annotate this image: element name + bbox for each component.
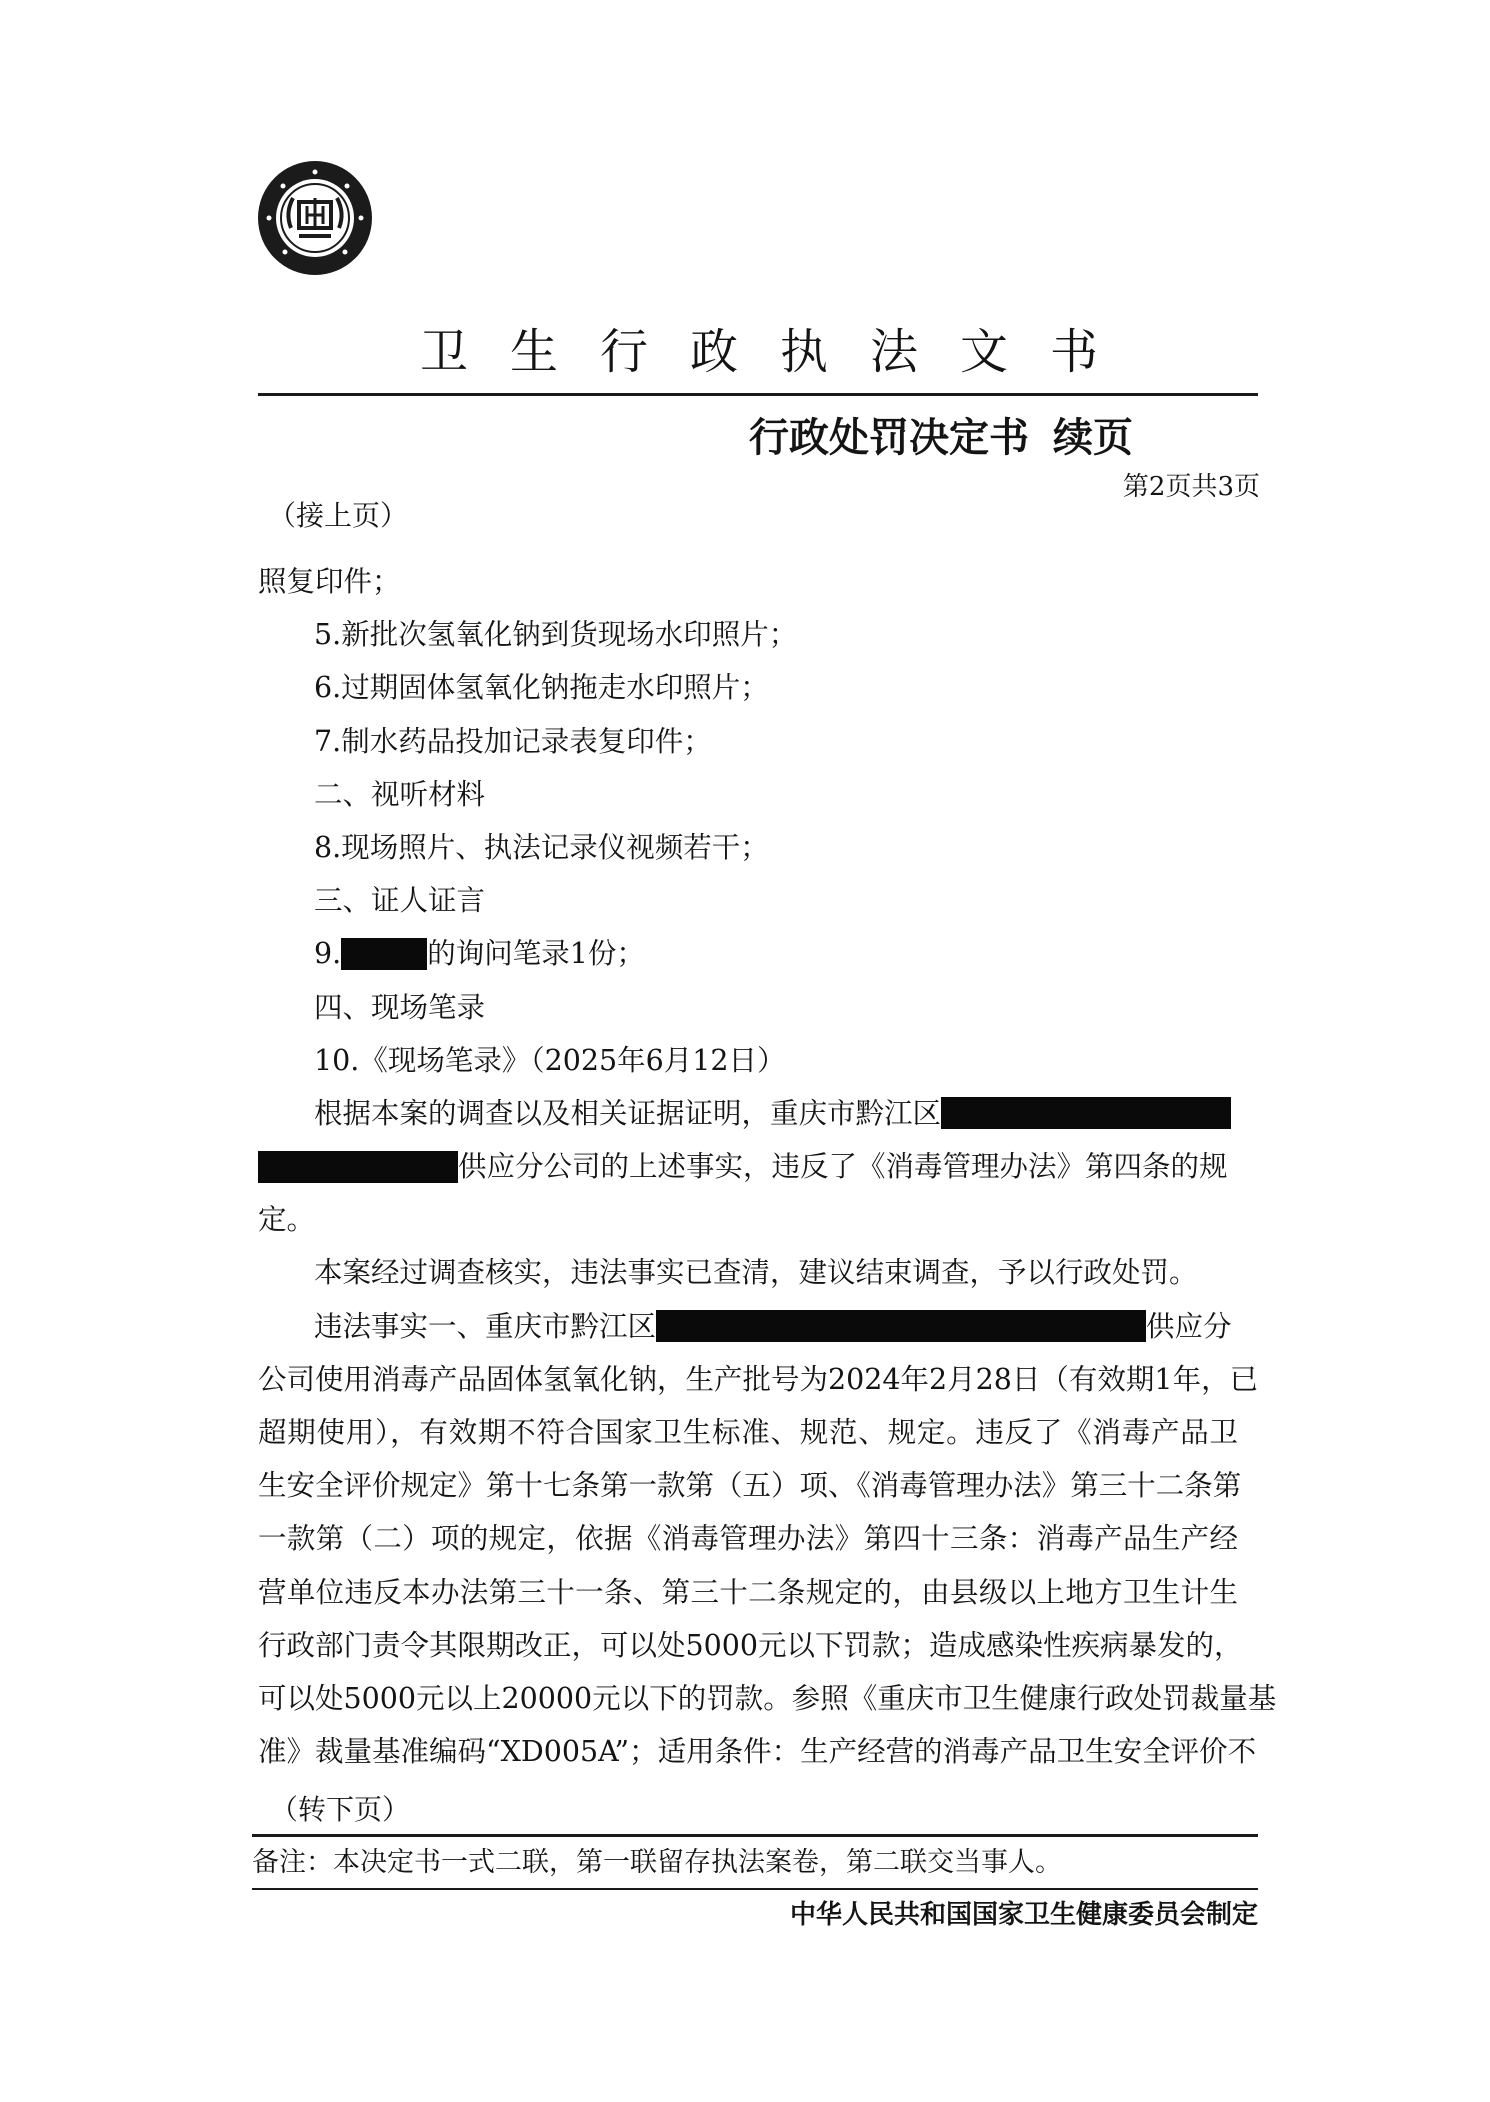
footer-divider-bottom: [252, 1888, 1258, 1890]
issuing-authority: 中华人民共和国国家卫生健康委员会制定: [789, 1900, 1258, 1930]
document-subtitle: [0, 408, 1490, 468]
violation-paragraph-line: 公司使用消毒产品固体氢氧化钠，生产批号为2024年2月28日（有效期1年，已: [258, 1362, 1259, 1396]
title-divider: [258, 393, 1258, 396]
continued-from-label: （接上页）: [268, 499, 409, 532]
finding-paragraph-line: [258, 1140, 1238, 1193]
finding-text: 根据本案的调查以及相关证据证明，重庆市黔江区: [314, 1096, 942, 1130]
evidence-item-9-suffix: 的询问笔录1份；: [427, 937, 645, 971]
continued-to-label: （转下页）: [270, 1793, 411, 1826]
redaction-bar: [341, 938, 427, 970]
remarks-note: 备注：本决定书一式二联，第一联留存执法案卷，第二联交当事人。: [252, 1847, 1062, 1878]
finding-paragraph-line: 定。: [258, 1203, 316, 1237]
evidence-item-8: 8.现场照片、执法记录仪视频若干；: [314, 830, 769, 864]
page-indicator: 第2页共3页: [1122, 472, 1260, 502]
footer-divider-top: [252, 1834, 1258, 1837]
section-heading-onsite-record: 四、现场笔录: [314, 990, 486, 1024]
redaction-bar: [258, 1151, 458, 1183]
violation-paragraph-line: 一款第（二）项的规定，依据《消毒管理办法》第四十三条：消毒产品生产经: [258, 1522, 1238, 1556]
violation-text: 供应分: [1146, 1309, 1232, 1343]
violation-paragraph-line: 准》裁量基准编码“XD005A”；适用条件：生产经营的消毒产品卫生安全评价不: [258, 1735, 1257, 1769]
violation-paragraph-line: 可以处5000元以上20000元以下的罚款。参照《重庆市卫生健康行政处罚裁量基: [258, 1681, 1277, 1715]
violation-paragraph-line: 生安全评价规定》第十七条第一款第（五）项、《消毒管理办法》第三十二条第: [258, 1469, 1242, 1503]
violation-text: 违法事实一、重庆市黔江区: [314, 1309, 657, 1343]
violation-paragraph-line: 超期使用），有效期不符合国家卫生标准、规范、规定。违反了《消毒产品卫: [258, 1416, 1238, 1449]
evidence-item-6: 6.过期固体氢氧化钠拖走水印照片；: [314, 671, 769, 705]
subtitle-text: 行政处罚决定书: [749, 415, 1029, 461]
subtitle-suffix: 续页: [1053, 415, 1133, 461]
document-main-title: 卫生行政执法文书: [420, 324, 1141, 380]
section-heading-audiovisual: 二、视听材料: [314, 777, 486, 811]
evidence-item-5: 5.新批次氢氧化钠到货现场水印照片；: [314, 618, 798, 652]
body-line: 照复印件；: [258, 565, 401, 598]
finding-text: 供应分公司的上述事实，违反了《消毒管理办法》第四条的规: [458, 1150, 1228, 1184]
violation-paragraph-line: 行政部门责令其限期改正，可以处5000元以下罚款；造成感染性疾病暴发的，: [258, 1628, 1243, 1662]
conclusion-paragraph: 本案经过调查核实，违法事实已查清，建议结束调查，予以行政处罚。: [314, 1256, 1198, 1290]
evidence-item-9: [258, 927, 1238, 980]
health-inspection-emblem-icon: [255, 158, 375, 278]
violation-paragraph-line: [258, 1300, 1238, 1353]
evidence-item-9-prefix: 9.: [314, 937, 342, 971]
redaction-bar: [941, 1097, 1231, 1129]
document-body: [258, 555, 1277, 1778]
violation-paragraph-line: 营单位违反本办法第三十一条、第三十二条规定的，由县级以上地方卫生计生: [258, 1575, 1238, 1609]
section-heading-testimony: 三、证人证言: [314, 884, 486, 918]
redaction-bar: [656, 1310, 1146, 1342]
finding-paragraph-line: [258, 1087, 1238, 1140]
evidence-item-10: 10.《现场笔录》（2025年6月12日）: [314, 1043, 786, 1077]
evidence-item-7: 7.制水药品投加记录表复印件；: [314, 724, 712, 758]
